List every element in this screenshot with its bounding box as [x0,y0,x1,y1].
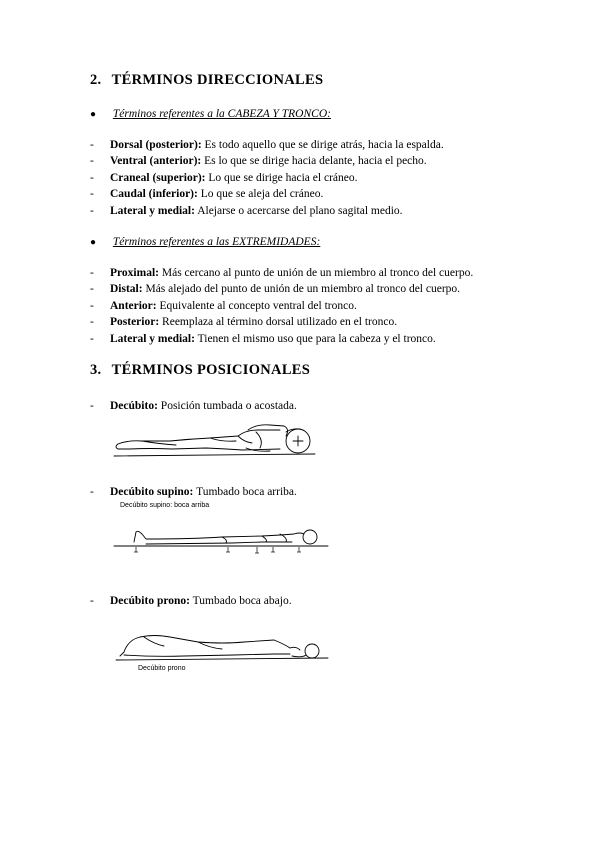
list-item: - Anterior: Equivalente al concepto ventral del tronco. [90,299,357,312]
section-2-number: 2. [90,72,102,88]
group-head-trunk-text: Términos referentes a la CABEZA Y TRONCO: [112,108,331,120]
section-3-heading [90,362,310,379]
prono-figure-caption: Decúbito prono [138,665,186,672]
list-item: - Dorsal (posterior): Es todo aquello que se dirige atrás, hacia la espalda. [90,139,444,151]
group-extremities-label [90,236,320,248]
decubito-illustration [110,418,330,460]
list-item: - Posterior: Reemplaza al término dorsal utilizado en el tronco. [90,316,398,329]
list-item: - Decúbito supino: Tumbado boca arriba. [90,486,297,498]
supino-figure-caption: Decúbito supino: boca arriba [120,502,210,509]
lying-figure-supine-icon [112,502,334,558]
group-extremities-text: Términos referentes a las EXTREMIDADES: [112,236,321,248]
list-item: - Decúbito: Posición tumbada o acostada. [90,400,297,412]
bullet-icon: ● [90,237,97,248]
list-item: - Ventral (anterior): Es lo que se dirige hacia delante, hacia el pecho. [90,155,427,168]
list-item: - Decúbito prono: Tumbado boca abajo. [90,595,292,607]
lying-figure-lateral-icon [110,418,330,460]
head-trunk-terms-list [90,137,444,219]
section-2-title: TÉRMINOS DIRECCIONALES [111,72,324,88]
decubito-item [90,398,297,414]
section-3-title: TÉRMINOS POSICIONALES [111,362,311,378]
list-item: - Lateral y medial: Alejarse o acercarse del plano sagital medio. [90,204,403,217]
section-2-heading [90,72,323,89]
list-item: - Distal: Más alejado del punto de unión de un miembro al tronco del cuerpo. [90,283,461,296]
decubito-prono-item [90,593,292,609]
group-head-trunk-label [90,108,331,120]
decubito-supino-item [90,484,297,500]
list-item: - Caudal (inferior): Lo que se aleja del cráneo. [90,188,324,201]
list-item: - Proximal: Más cercano al punto de unión de un miembro al tronco del cuerpo. [90,267,474,279]
extremities-terms-list [90,265,473,347]
list-item: - Lateral y medial: Tienen el mismo uso que para la cabeza y el tronco. [90,332,436,345]
list-item: - Craneal (superior): Lo que se dirige hacia el cráneo. [90,171,358,184]
decubito-prono-illustration [114,622,334,674]
bullet-icon: ● [90,109,97,120]
section-3-number: 3. [90,362,102,378]
